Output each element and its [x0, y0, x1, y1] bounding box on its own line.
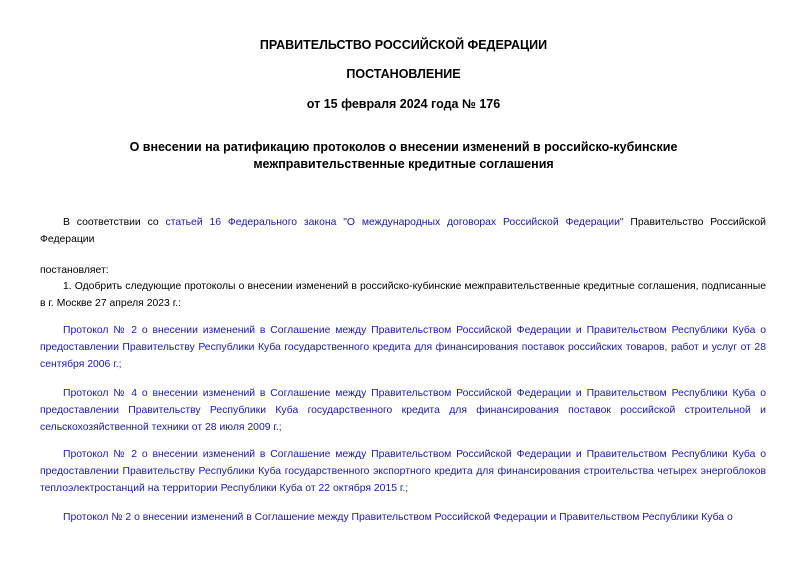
document-title: О внесении на ратификацию протоколов о внесении изменений в российско-кубинские межправительственные кредитные соглашения: [129, 140, 678, 171]
protocol-link-4[interactable]: Протокол № 2 о внесении изменений в Соглашение между Правительством Российской Федерации и Правительством Республики Куба о: [63, 512, 733, 523]
preamble-text-after: Правительство Российской Федерации: [40, 217, 766, 245]
protocol-link-2[interactable]: Протокол № 4 о внесении изменений в Соглашение между Правительством Российской Федерации и Правительством Республики Куба о предоставлении Правительству Республики Куба государственного кредита для финансирования поставок российской строительной и сельскохозяйственной техники от 28 июля 2009 г.;: [40, 388, 766, 433]
resolves-text: постановляет:: [40, 265, 109, 276]
protocol-link-1[interactable]: Протокол № 2 о внесении изменений в Соглашение между Правительством Российской Федерации и Правительством Республики Куба о предоставлении Правительству Республики Куба государственного кредита для финансирования поставок российских товаров, работ и услуг от 28 сентября 2006 г.;: [40, 325, 766, 370]
date-number-heading: от 15 февраля 2024 года № 176: [306, 97, 501, 111]
preamble-paragraph: [40, 214, 766, 248]
item-1-paragraph: 1. Одобрить следующие протоколы о внесении изменений в российско-кубинские межправительственные кредитные соглашения, подписанные в г. Москве 27 апреля 2023 г.:: [40, 281, 766, 309]
federal-law-link[interactable]: статьей 16 Федерального закона "О международных договорах Российской Федерации": [165, 217, 624, 228]
document-type-heading: ПОСТАНОВЛЕНИЕ: [346, 67, 461, 81]
protocol-link-3[interactable]: Протокол № 2 о внесении изменений в Соглашение между Правительством Российской Федерации и Правительством Республики Куба о предоставлении Правительству Республики Куба государственного экспортного кредита для финансирования строительства четырех энергоблоков теплоэлектростанций на территории Республики Куба от 22 октября 2015 г.;: [40, 449, 766, 494]
preamble-text-before: В соответствии со: [63, 217, 166, 228]
government-heading: ПРАВИТЕЛЬСТВО РОССИЙСКОЙ ФЕДЕРАЦИИ: [259, 38, 548, 52]
